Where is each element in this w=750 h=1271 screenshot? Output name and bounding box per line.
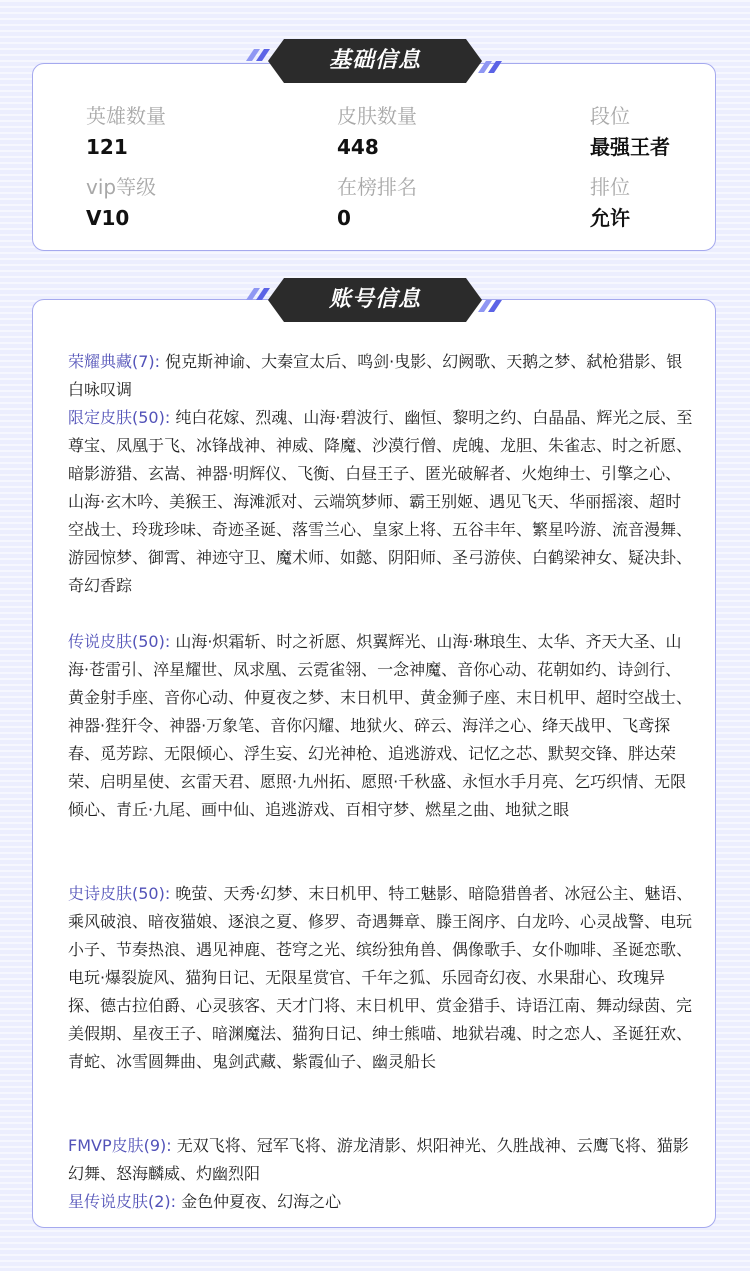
stat-value: 0 bbox=[337, 206, 351, 230]
stat-leaderboard-rank bbox=[337, 173, 417, 232]
stat-value: 最强王者 bbox=[590, 135, 670, 159]
section-label: 荣耀典藏(7): bbox=[68, 352, 161, 371]
basic-info-banner bbox=[246, 37, 504, 85]
section-label: 限定皮肤(50): bbox=[68, 408, 171, 427]
stat-hero-count bbox=[86, 102, 166, 161]
stat-label: 皮肤数量 bbox=[337, 104, 417, 128]
section-items: 倪克斯神谕、大秦宣太后、鸣剑·曳影、幻阙歌、天鹅之梦、弑枪猎影、银白咏叹调 bbox=[68, 352, 683, 399]
stat-skin-count bbox=[337, 102, 417, 161]
section-items: 山海·炽霜斩、时之祈愿、炽翼辉光、山海·琳琅生、太华、齐天大圣、山海·苍雷引、淬星耀世、凤求凰、云霓雀翎、一念神魔、音你心动、花朝如约、诗剑行、黄金射手座、音你心动、仲夏夜之梦、末日机甲、黄金狮子座、末日机甲、超时空战士、神器·狴犴令、神器·万象笔、音你闪耀、地狱火、碎云、海洋之心、绛天战甲、飞鸢探春、觅芳踪、无限倾心、浮生妄、幻光神枪、追逃游戏、记忆之芯、默契交锋、胖达荣荣、启明星使、玄雷天君、愿照·九州拓、愿照·千秋盛、永恒水手月亮、乞巧织情、无限倾心、青丘·九尾、画中仙、追逃游戏、百相守梦、燃星之曲、地狱之眼 bbox=[68, 632, 693, 819]
stat-label: vip等级 bbox=[86, 175, 157, 199]
account-info-banner bbox=[246, 276, 504, 324]
skin-section-limited bbox=[68, 404, 694, 600]
stat-value: 448 bbox=[337, 135, 379, 159]
stat-value: 允许 bbox=[590, 206, 630, 230]
stat-label: 在榜排名 bbox=[337, 175, 417, 199]
section-label: 传说皮肤(50): bbox=[68, 632, 171, 651]
stat-label: 排位 bbox=[590, 175, 630, 199]
section-items: 金色仲夏夜、幻海之心 bbox=[181, 1192, 342, 1211]
skin-section-star-legend bbox=[68, 1188, 694, 1216]
stat-ranked-allowed bbox=[590, 173, 630, 232]
section-items: 纯白花嫁、烈魂、山海·碧波行、幽恒、黎明之约、白晶晶、辉光之辰、至尊宝、凤凰于飞、冰锋战神、神威、降魔、沙漠行僧、虎魄、龙胆、朱雀志、时之祈愿、暗影游猎、玄嵩、神器·明辉仪、飞衡、白昼王子、匿光破解者、火炮绅士、引擎之心、山海·玄木吟、美猴王、海滩派对、云端筑梦师、霸王别姬、遇见飞天、华丽摇滚、超时空战士、玲珑珍味、奇迹圣诞、落雪兰心、皇家上将、五谷丰年、繁星吟游、流音漫舞、游园惊梦、御霄、神迹守卫、魔术师、如懿、阴阳师、圣弓游侠、白鹤梁神女、疑决卦、奇幻香踪 bbox=[68, 408, 693, 595]
section-label: 史诗皮肤(50): bbox=[68, 884, 171, 903]
section-items: 晚萤、天秀·幻梦、末日机甲、特工魅影、暗隐猎兽者、冰冠公主、魅语、乘风破浪、暗夜猫娘、逐浪之夏、修罗、奇遇舞章、滕王阁序、白龙吟、心灵战警、电玩小子、节奏热浪、遇见神鹿、苍穹之光、缤纷独角兽、偶像歌手、女仆咖啡、圣诞恋歌、电玩·爆裂旋风、猫狗日记、无限星赏官、千年之狐、乐园奇幻夜、水果甜心、玫瑰异探、德古拉伯爵、心灵骇客、天才门将、末日机甲、赏金猎手、诗语江南、舞动绿茵、完美假期、星夜王子、暗渊魔法、猫狗日记、绅士熊喵、地狱岩魂、时之恋人、圣诞狂欢、青蛇、冰雪圆舞曲、鬼剑武藏、紫霞仙子、幽灵船长 bbox=[68, 884, 693, 1071]
section-label: 星传说皮肤(2): bbox=[68, 1192, 177, 1211]
skin-section-epic bbox=[68, 880, 694, 1076]
stat-value: 121 bbox=[86, 135, 128, 159]
basic-info-card bbox=[32, 63, 716, 251]
skin-section-legend bbox=[68, 628, 694, 824]
section-items: 无双飞将、冠军飞将、游龙清影、炽阳神光、久胜战神、云鹰飞将、猫影幻舞、怒海麟威、灼幽烈阳 bbox=[68, 1136, 689, 1183]
stat-value: V10 bbox=[86, 206, 130, 230]
section-title: 基础信息 bbox=[328, 48, 421, 73]
stat-vip-level bbox=[86, 173, 156, 232]
stat-label: 英雄数量 bbox=[86, 104, 166, 128]
section-label: FMVP皮肤(9): bbox=[68, 1136, 172, 1155]
skin-section-glory-collection bbox=[68, 348, 694, 404]
stat-rank-tier bbox=[590, 102, 670, 161]
stat-label: 段位 bbox=[590, 104, 630, 128]
section-title: 账号信息 bbox=[328, 287, 421, 312]
skin-section-fmvp bbox=[68, 1132, 694, 1188]
